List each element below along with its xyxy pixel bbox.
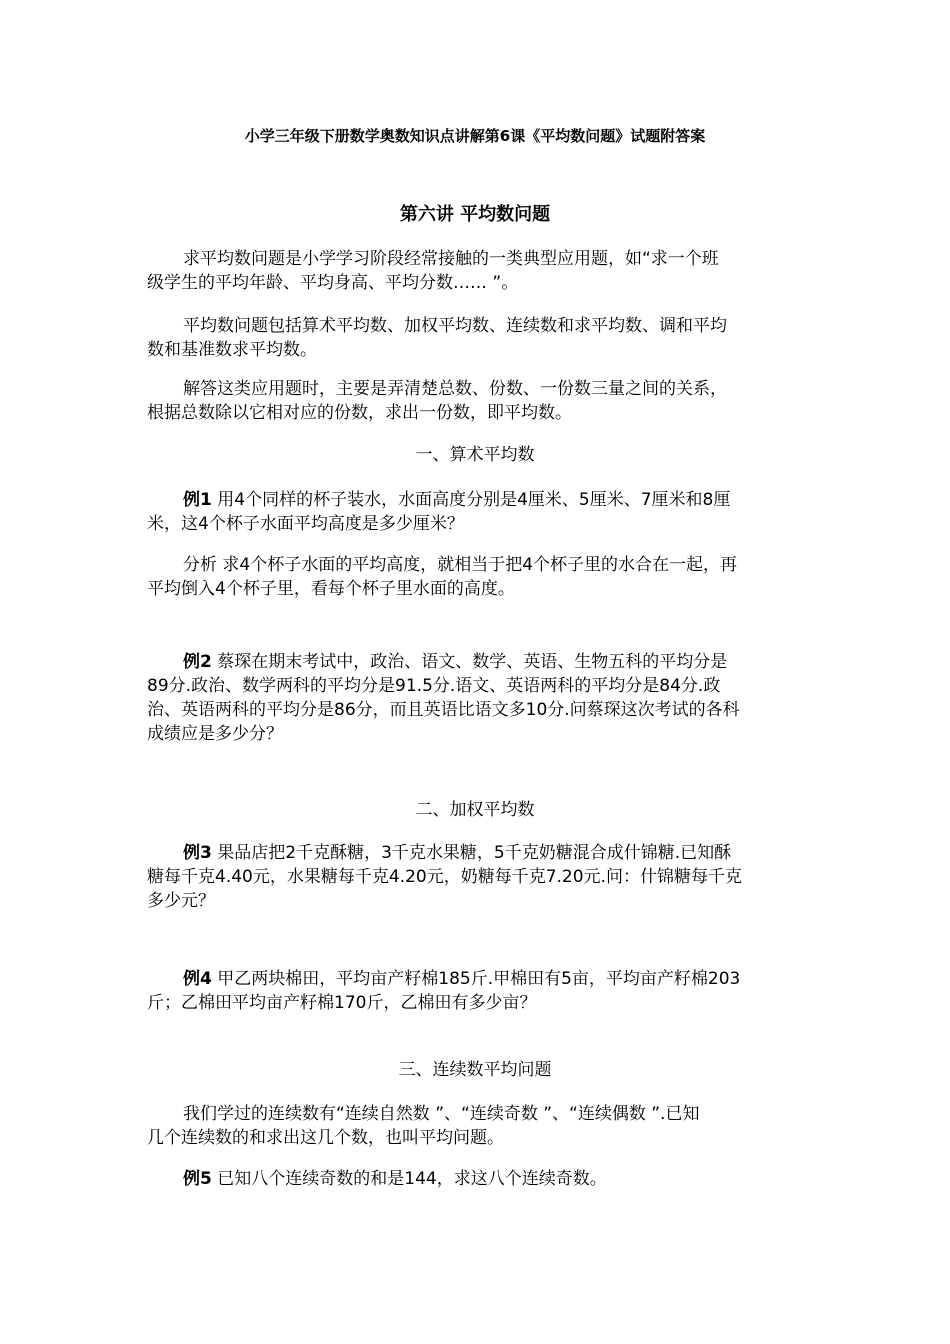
intro-paragraph-2 xyxy=(147,314,807,362)
example-1-line-1 xyxy=(147,488,807,512)
example-1-line-2: 米，这4个杯子水面平均高度是多少厘米？ xyxy=(147,514,464,534)
example-5 xyxy=(147,1167,807,1191)
intro-paragraph-3-line-1: 解答这类应用题时，主要是弄清楚总数、份数、一份数三量之间的关系， xyxy=(183,379,727,399)
example-2-line-1 xyxy=(147,650,807,674)
example-1-label: 例1 xyxy=(183,490,212,510)
consecutive-intro xyxy=(147,1102,807,1150)
intro-paragraph-2-line-1: 平均数问题包括算术平均数、加权平均数、连续数和求平均数、调和平均 xyxy=(183,316,727,336)
analysis-1 xyxy=(147,553,807,601)
lecture-title: 第六讲 平均数问题 xyxy=(399,204,551,225)
example-3-text: 果品店把2千克酥糖，3千克水果糖，5千克奶糖混合成什锦糖.已知酥 xyxy=(211,843,732,863)
analysis-1-line-2: 平均倒入4个杯子里，看每个杯子里水面的高度。 xyxy=(147,579,515,599)
section-heading-1: 一、算术平均数 xyxy=(415,445,535,465)
example-2 xyxy=(147,650,807,746)
intro-paragraph-3 xyxy=(147,377,807,425)
example-4-line-1 xyxy=(147,967,807,991)
example-4-label: 例4 xyxy=(183,969,212,989)
example-4 xyxy=(147,967,807,1015)
document-title: 小学三年级下册数学奥数知识点讲解第6课《平均数问题》试题附答案 xyxy=(244,127,706,145)
example-1-text: 用4个同样的杯子装水，水面高度分别是4厘米、5厘米、7厘米和8厘 xyxy=(211,490,731,510)
intro-paragraph-1-line-1: 求平均数问题是小学学习阶段经常接触的一类典型应用题，如“求一个班 xyxy=(183,249,719,269)
example-2-line-2: 89分.政治、数学两科的平均分是91.5分.语文、英语两科的平均分是84分.政 xyxy=(147,676,721,696)
intro-paragraph-2-line-2: 数和基准数求平均数。 xyxy=(147,340,317,360)
example-5-text: 已知八个连续奇数的和是144，求这八个连续奇数。 xyxy=(211,1169,607,1189)
intro-paragraph-1-line-2: 级学生的平均年龄、平均身高、平均分数…… ”。 xyxy=(147,273,519,293)
example-2-line-4: 成绩应是多少分？ xyxy=(147,724,283,744)
example-5-line-1 xyxy=(147,1167,807,1191)
example-2-text: 蔡琛在期末考试中，政治、语文、数学、英语、生物五科的平均分是 xyxy=(211,652,728,672)
section-heading-2: 二、加权平均数 xyxy=(415,800,535,820)
example-5-label: 例5 xyxy=(183,1169,212,1189)
example-1 xyxy=(147,488,807,536)
example-2-label: 例2 xyxy=(183,652,212,672)
example-3-line-3: 多少元？ xyxy=(147,891,215,911)
example-3 xyxy=(147,841,807,913)
example-4-line-2: 斤；乙棉田平均亩产籽棉170斤，乙棉田有多少亩？ xyxy=(147,993,537,1013)
example-3-label: 例3 xyxy=(183,843,212,863)
section-heading-3: 三、连续数平均问题 xyxy=(398,1060,552,1080)
intro-paragraph-1 xyxy=(147,247,807,295)
consecutive-intro-line-1: 我们学过的连续数有“连续自然数 ”、“连续奇数 ”、“连续偶数 ”.已知 xyxy=(183,1104,700,1124)
example-3-line-2: 糖每千克4.40元，水果糖每千克4.20元，奶糖每千克7.20元.问：什锦糖每千克 xyxy=(147,867,742,887)
example-4-text: 甲乙两块棉田，平均亩产籽棉185斤.甲棉田有5亩，平均亩产籽棉203 xyxy=(211,969,741,989)
consecutive-intro-line-2: 几个连续数的和求出这几个数，也叫平均问题。 xyxy=(147,1128,504,1148)
example-3-line-1 xyxy=(147,841,807,865)
analysis-1-line-1: 分析 求4个杯子水面的平均高度，就相当于把4个杯子里的水合在一起，再 xyxy=(183,555,738,575)
intro-paragraph-3-line-2: 根据总数除以它相对应的份数，求出一份数，即平均数。 xyxy=(147,403,572,423)
example-2-line-3: 治、英语两科的平均分是86分，而且英语比语文多10分.问蔡琛这次考试的各科 xyxy=(147,700,740,720)
